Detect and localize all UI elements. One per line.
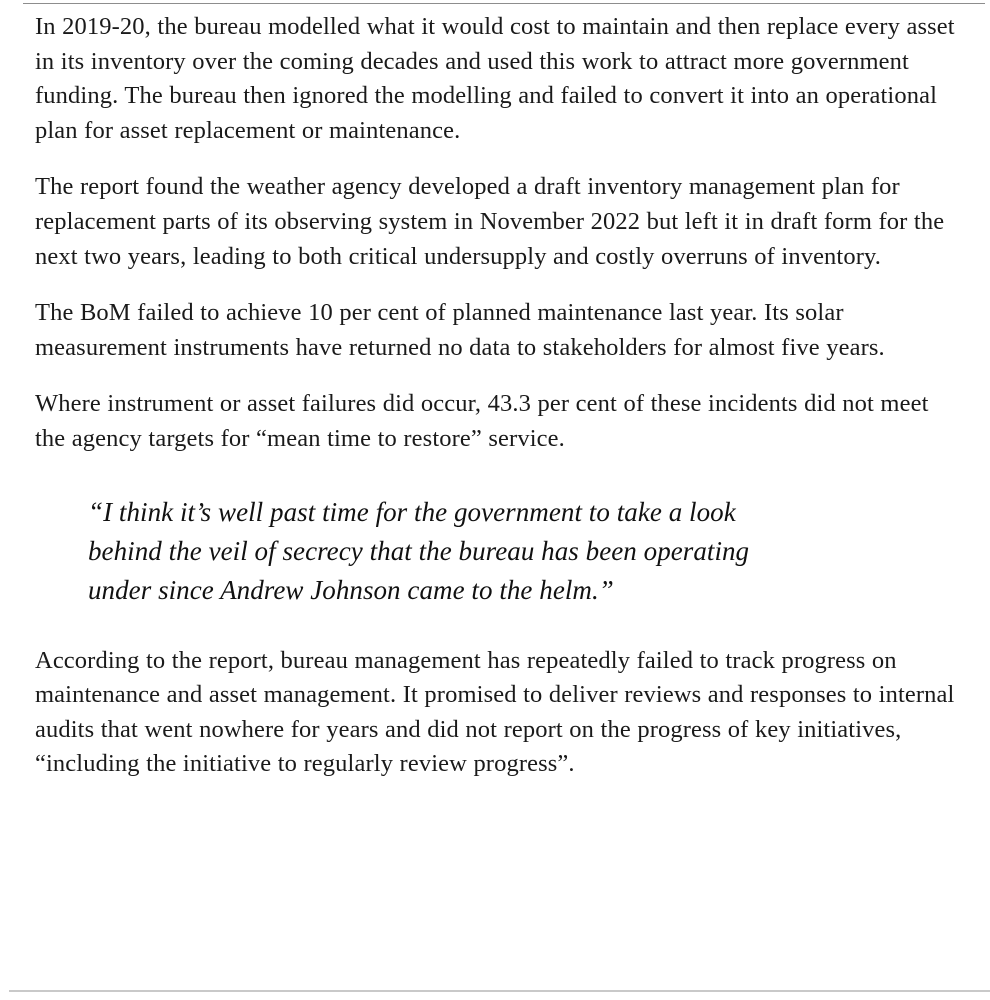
paragraph-funding-modelling: In 2019-20, the bureau modelled what it would cost to maintain and then replace every asset in its inventory over the coming decades and used this work to attract more government funding. The bureau then ignored the modelling and failed to convert it into an operational plan for asset replacement or maintenance.: [35, 13, 955, 144]
pull-quote-text: “I think it’s well past time for the government to take a look behind the veil of secrecy that the bureau has been operating under since Andrew Johnson came to the helm.”: [88, 496, 750, 605]
bottom-divider-rule: [9, 990, 990, 992]
paragraph-tracking-progress: According to the report, bureau management has repeatedly failed to track progress on maintenance and asset management. It promised to deliver reviews and responses to internal audits that went nowhere for years and did not report on the progress of key initiatives, “including the initiative to regularly review progress”.: [35, 646, 955, 778]
paragraph-inventory-plan: The report found the weather agency developed a draft inventory management plan for replacement parts of its observing system in November 2022 but left it in draft form for the next two years, leading to both critical undersupply and costly overruns of inventory.: [35, 173, 945, 270]
article-body: [35, 0, 960, 804]
pull-quote: [35, 493, 805, 610]
paragraph-planned-maintenance: The BoM failed to achieve 10 per cent of planned maintenance last year. Its solar measurement instruments have returned no data to stakeholders for almost five years.: [35, 299, 885, 361]
paragraph-mean-time-to-restore: Where instrument or asset failures did occur, 43.3 per cent of these incidents did not meet the agency targets for “mean time to restore” service.: [35, 390, 929, 452]
